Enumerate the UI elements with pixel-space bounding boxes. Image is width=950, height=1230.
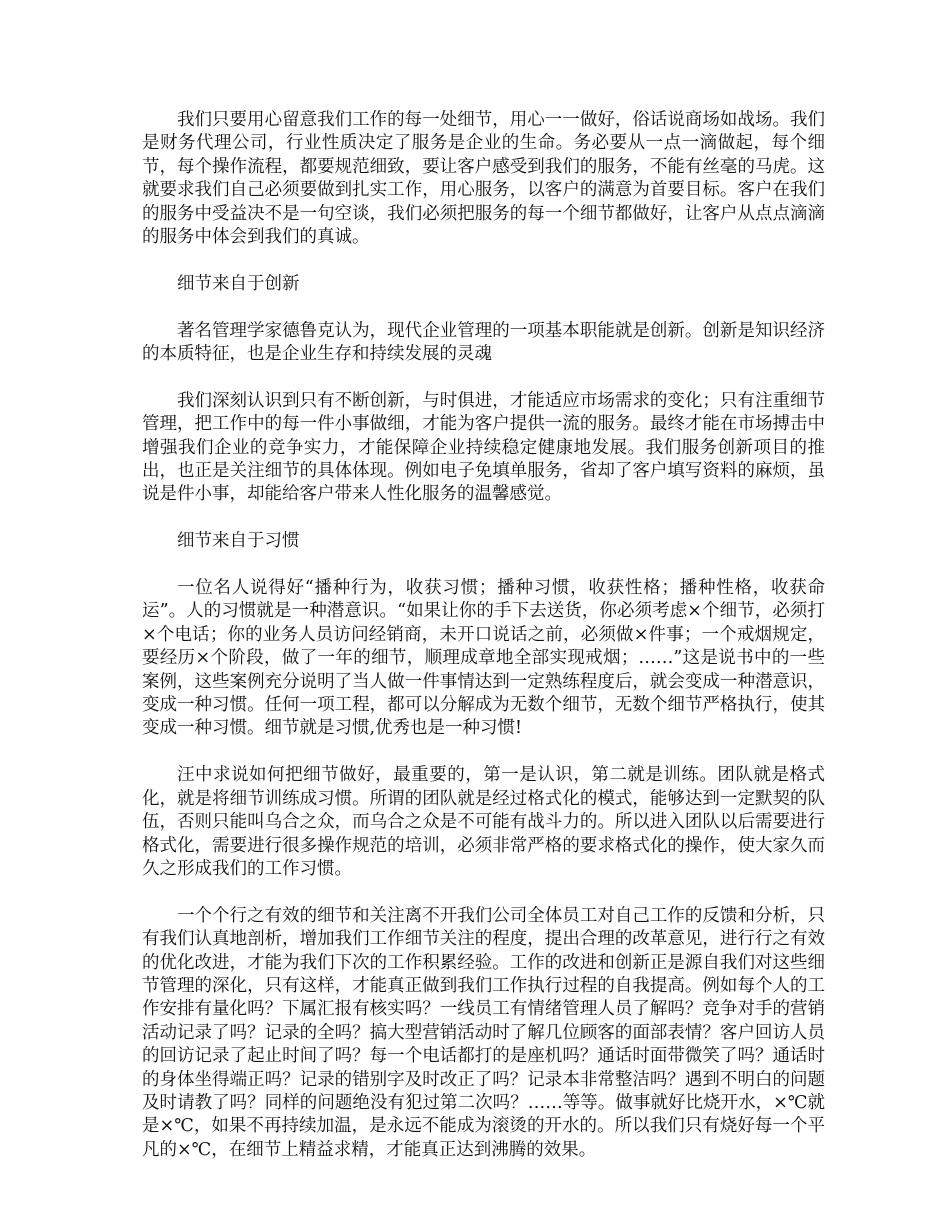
paragraph-feedback-analysis: 一个个行之有效的细节和关注离不开我们公司全体员工对自己工作的反馈和分析，只有我们认真地剖析，增加我们工作细节关注的程度，提出合理的改革意见，进行行之有效的优化改进，才能为我们下次的工作积累经验。工作的改进和创新正是源自我们对这些细节管理的深化，只有这样，才能真正做到我们工作执行过程的自我提高。例如每个人的工作安排有量化吗？下属汇报有核实吗？一线员工有情绪管理人员了解吗？竞争对手的营销活动记录了吗？记录的全吗？搞大型营销活动时了解几位顾客的面部表情？客户回访人员的回访记录了起止时间了吗？每一个电话都打的是座机吗？通话时面带微笑了吗？通话时的身体坐得端正吗？记录的错别字及时改正了吗？记录本非常整洁吗？遇到不明白的问题及时请教了吗？同样的问题绝没有犯过第二次吗？……等等。做事就好比烧开水，×℃就是×℃，如果不再持续加温，是永远不能成为滚烫的开水的。所以我们只有烧好每一个平凡的×℃，在细节上精益求精，才能真正达到沸腾的效果。 bbox=[142, 905, 825, 1160]
paragraph-continuous-innovation: 我们深刻认识到只有不断创新，与时俱进，才能适应市场需求的变化；只有注重细节管理，把工作中的每一件小事做细，才能为客户提供一流的服务。最终才能在市场搏击中增强我们企业的竞争实力，才能保障企业持续稳定健康地发展。我们服务创新项目的推出，也正是关注细节的具体体现。例如电子免填单服务，省却了客户填写资料的麻烦，虽说是件小事，却能给客户带来人性化服务的温馨感觉。 bbox=[142, 390, 825, 505]
paragraph-customer-service: 我们只要用心留意我们工作的每一处细节，用心一一做好，俗话说商场如战场。我们是财务代理公司，行业性质决定了服务是企业的生命。务必要从一点一滴做起，每个细节，每个操作流程，都要规范细致，要让客户感受到我们的服务，不能有丝毫的马虎。这就要求我们自己必须要做到扎实工作，用心服务，以客户的满意为首要目标。客户在我们的服务中受益决不是一句空谈，我们必须把服务的每一个细节都做好，让客户从点点滴滴的服务中体会到我们的真诚。 bbox=[142, 110, 825, 248]
paragraph-habit-quote: 一位名人说得好“播种行为，收获习惯；播种习惯，收获性格；播种性格，收获命运”。人的习惯就是一种潜意识。“如果让你的手下去送货，你必须考虑×个细节，必须打×个电话；你的业务人员访问经销商，未开口说话之前，必须做×件事；一个戒烟规定，要经历×个阶段，做了一年的细节，顺理成章地全部实现戒烟；……”这是说书中的一些案例，这些案例充分说明了当人做一件事情达到一定熟练程度后，就会变成一种潜意识，变成一种习惯。任何一项工程，都可以分解成为无数个细节，无数个细节严格执行，使其变成一种习惯。细节就是习惯,优秀也是一种习惯! bbox=[142, 578, 825, 739]
paragraph-drucker-innovation: 著名管理学家德鲁克认为，现代企业管理的一项基本职能就是创新。创新是知识经济的本质特征，也是企业生存和持续发展的灵魂 bbox=[142, 320, 825, 365]
section-heading-habit: 细节来自于习惯 bbox=[177, 531, 300, 552]
paragraph-team-training: 汪中求说如何把细节做好，最重要的，第一是认识，第二就是训练。团队就是格式化，就是将细节训练成习惯。所谓的团队就是经过格式化的模式，能够达到一定默契的队伍，否则只能叫乌合之众，而乌合之众是不可能有战斗力的。所以进入团队以后需要进行格式化，需要进行很多操作规范的培训，必须非常严格的要求格式化的操作，使大家久而久之形成我们的工作习惯。 bbox=[142, 765, 825, 879]
section-heading-innovation: 细节来自于创新 bbox=[177, 273, 300, 294]
